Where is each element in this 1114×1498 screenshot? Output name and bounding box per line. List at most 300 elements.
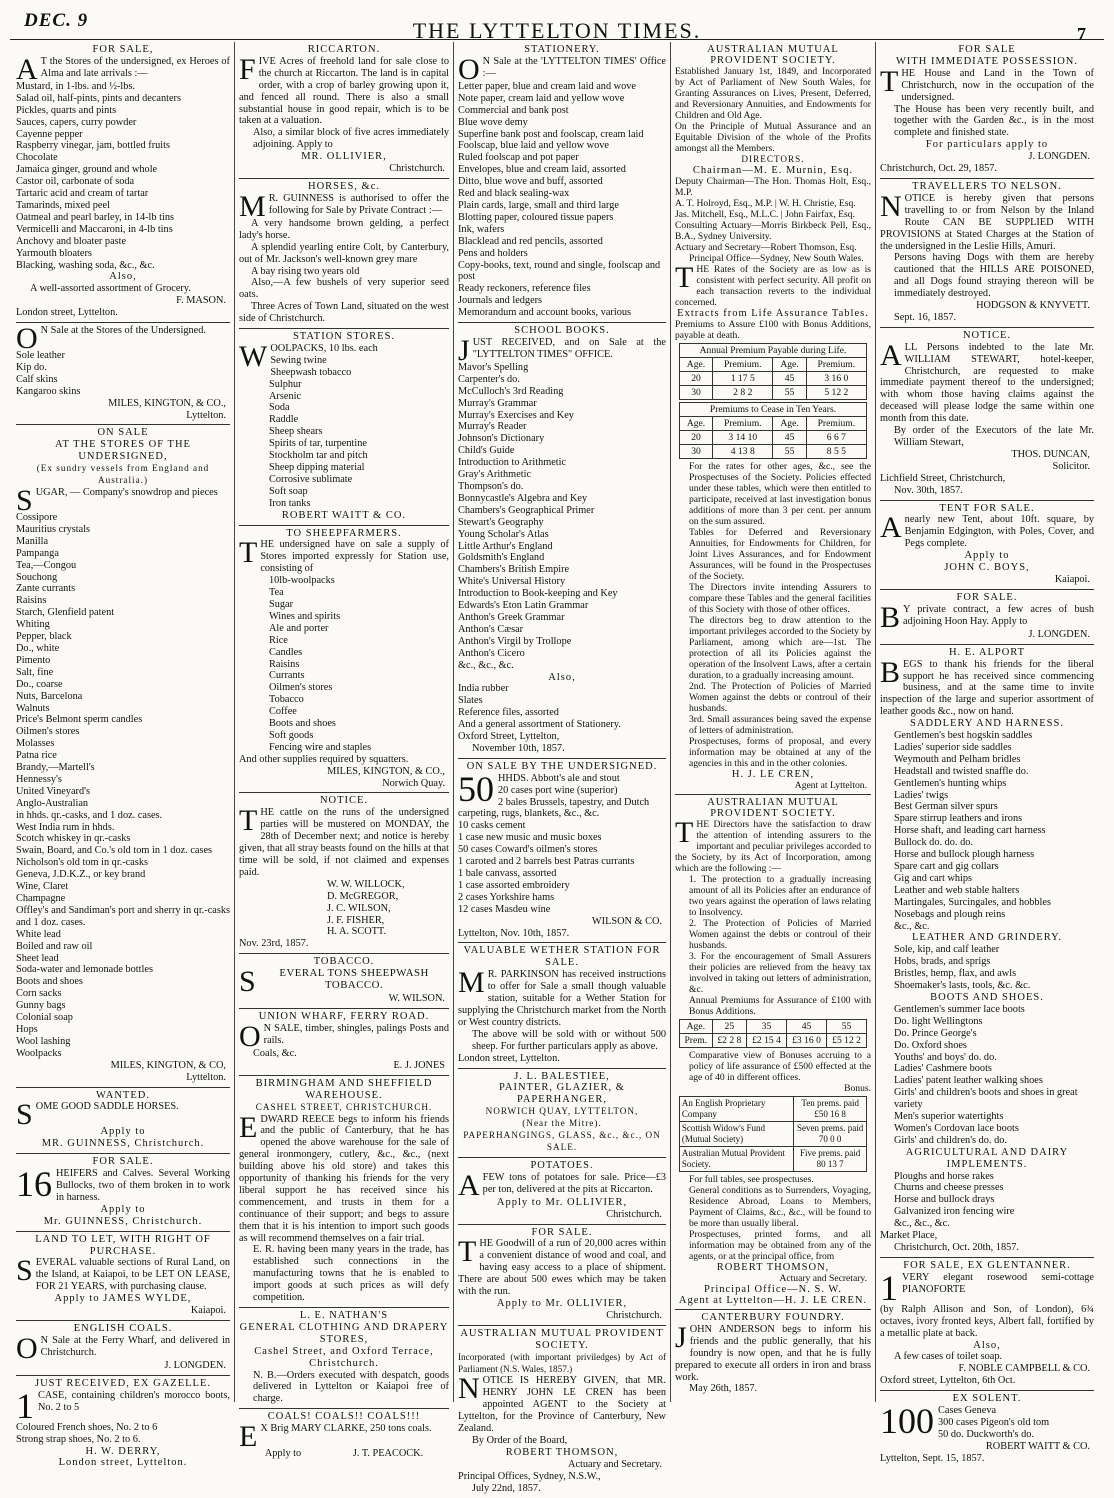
- section-heading: LEATHER AND GRINDERY.: [911, 932, 1063, 944]
- advert-date: Christchurch, Oct. 20th, 1857.: [894, 1242, 1019, 1253]
- drop-cap: S: [239, 965, 257, 999]
- advert-signature: Apply to Mr. OLLIVIER,: [496, 1298, 628, 1309]
- list-item: Woolpacks: [16, 1047, 62, 1059]
- drop-cap: T: [239, 804, 258, 838]
- list-item: Cayenne pepper: [16, 128, 83, 140]
- advert-signature: ROBERT WAITT & CO.: [281, 509, 407, 521]
- advert-body: R. PARKINSON has received instructions to offer for Sale a small though valuable station, suitable for a Wether Station for supplying the Christchurch market from the North or West country districts.: [458, 969, 666, 1028]
- list-item: Introduction to Arithmetic: [458, 457, 567, 469]
- advert-subheading: WITH IMMEDIATE POSSESSION.: [895, 55, 1079, 67]
- table-header: Premium.: [806, 417, 866, 431]
- advert-signature: JOHN C. BOYS,: [944, 562, 1030, 574]
- also-label: Also,: [548, 671, 576, 683]
- advert-body: Prospectuses, forms of proposal, and every information may be obtained at any of the agencies in this and in the other colonies.: [689, 736, 871, 769]
- advert-wether-station: [458, 943, 666, 1068]
- table-header: Age.: [679, 1020, 712, 1034]
- list-item: West India rum in hhds.: [16, 821, 115, 833]
- advert-signature: Mr. GUINNESS, Christchurch.: [43, 1215, 203, 1227]
- table-cell: 55: [773, 445, 806, 459]
- advert-tail: And a general assortment of Stationery.: [458, 719, 621, 731]
- table-row: [679, 372, 866, 386]
- advert-canterbury-foundry: [675, 1310, 871, 1398]
- advert-signature: MR. OLLIVIER,: [301, 151, 387, 163]
- bonus-table: [679, 1096, 867, 1172]
- list-item: Molasses: [16, 738, 55, 750]
- director-line: Actuary and Secretary—Robert Thomson, Esq.: [675, 242, 857, 253]
- list-item: Note paper, cream laid and yellow wove: [458, 92, 625, 104]
- advert-body: Also, a similar block of five acres immediately adjoining. Apply to: [253, 127, 449, 151]
- table-header: Age.: [773, 417, 806, 431]
- list-item: Chocolate: [16, 152, 58, 164]
- advert-signature: MILES, KINGTON, & CO,: [110, 1059, 226, 1071]
- list-item: Iron tanks: [269, 497, 311, 509]
- advert-address: Cashel Street, and Oxford Terrace, Christchurch.: [254, 1345, 434, 1369]
- list-item: Price's Belmont sperm candles: [16, 714, 143, 726]
- list-item: Salad oil, half-pints, pints and decanters: [16, 92, 181, 104]
- drop-number: 1: [16, 1385, 34, 1426]
- list-item: Do. Oxford shoes: [894, 1039, 967, 1051]
- table-cell: 20: [679, 431, 712, 445]
- advert-amps-privileges: [675, 795, 871, 1310]
- item-list: [880, 1004, 1094, 1147]
- list-item: Gentlemen's summer lace boots: [894, 1003, 1025, 1015]
- advert-heading: AUSTRALIAN MUTUAL PROVIDENT SOCIETY.: [707, 797, 839, 819]
- column-1: [14, 42, 232, 1469]
- list-item: Sugar: [269, 598, 294, 610]
- list-item: Ditto, blue wove and buff, assorted: [458, 176, 603, 188]
- list-item: Raisins: [269, 658, 300, 670]
- list-item: Mavor's Spelling: [458, 361, 529, 373]
- table-row: [679, 1034, 866, 1048]
- advert-english-coals: [16, 1321, 230, 1376]
- advert-signature: ROBERT THOMSON,: [505, 1446, 619, 1458]
- advert-heading: NOTICE.: [962, 329, 1012, 341]
- advert-order: By order of the Executors of the late Mr. William Stewart,: [894, 425, 1094, 448]
- list-item: Wine, Claret: [16, 881, 69, 893]
- table-cell: Scottish Widow's Fund (Mutual Society): [679, 1122, 793, 1147]
- advert-intro: UST RECEIVED, and on Sale at the "LYTTELTON TIMES" OFFICE.: [472, 336, 666, 360]
- list-item: Kip do.: [16, 361, 47, 373]
- director-line: Chairman—M. E. Murnin, Esq.: [692, 165, 854, 176]
- list-item: Foolscap, blue laid and yellow wove: [458, 140, 609, 152]
- advert-signature: E. J. JONES: [393, 1059, 445, 1071]
- advert-heading: HORSES, &c.: [308, 180, 380, 192]
- advert-date: May 26th, 1857.: [689, 1383, 758, 1395]
- table-header: Age.: [679, 417, 712, 431]
- list-item: Tamarinds, mixed peel: [16, 199, 110, 211]
- list-item: 10lb-woolpacks: [269, 575, 335, 587]
- advert-heading: J. L. BALESTIEE,: [514, 1070, 610, 1082]
- advert-date: November 10th, 1857.: [472, 742, 565, 754]
- table-title: Annual Premium Payable during Life.: [679, 344, 866, 358]
- list-item: Memorandum and account books, various: [458, 307, 632, 319]
- table-cell: Australian Mutual Provident Society.: [679, 1147, 793, 1172]
- table-cell: 30: [679, 386, 712, 400]
- advert-potatoes: [458, 1158, 666, 1225]
- drop-cap: O: [239, 1019, 261, 1053]
- list-item: H. A. SCOTT.: [327, 926, 387, 938]
- table-header: Age.: [773, 358, 806, 372]
- list-item: Ladies' Cashmere boots: [894, 1063, 992, 1075]
- list-item: Horse shaft, and leading cart harness: [894, 825, 1046, 837]
- advert-body: HE cattle on the runs of the undersigned parties will be mustered on MONDAY, the 28th of December next; and notice is hereby given, that all stray beasts found on the hills at that time will be sold, if not claimed and expenses paid.: [239, 807, 449, 878]
- advert-body: OME GOOD SADDLE HORSES.: [35, 1101, 179, 1113]
- advert-gazelle: [16, 1376, 230, 1473]
- list-item: United Vineyard's: [16, 785, 90, 797]
- list-item: Ale and porter: [269, 622, 329, 634]
- advert-riccarton: [239, 42, 449, 179]
- apply-label: Apply to: [100, 1126, 146, 1138]
- drop-cap: S: [16, 1254, 33, 1288]
- advert-stationery: [458, 42, 666, 323]
- advert-heading: FOR SALE.: [956, 591, 1018, 603]
- advert-station-stores: [239, 329, 449, 526]
- advert-heading: COALS! COALS!! COALS!!!: [267, 1411, 421, 1423]
- drop-cap: T: [239, 536, 258, 570]
- list-item: Copy-books, text, round and single, foolscap and post: [458, 259, 661, 283]
- advert-heading: ENGLISH COALS.: [73, 1323, 173, 1334]
- advert-body: HE Directors have the satisfaction to draw the attention of intending assurers to the important and peculiar privileges accorded to the Society, by its Act of Incorporation, among which are the following :—: [675, 819, 871, 874]
- list-item: 12 cases Masdeu wine: [458, 903, 551, 915]
- bonus-label: Bonus.: [844, 1083, 871, 1094]
- list-item: Carpenter's do.: [458, 373, 520, 385]
- advert-office: Principal Office—N. S. W.: [704, 1284, 842, 1295]
- list-item: Gig and cart whips: [894, 872, 973, 884]
- list-item: Child's Guide: [458, 445, 515, 457]
- list-item: Geneva, J.D.K.Z., or key brand: [16, 869, 146, 881]
- list-item: 2 cases Yorkshire hams: [458, 891, 555, 903]
- list-item: Sheepwash tobacco: [270, 366, 352, 378]
- drop-cap: N: [458, 1372, 480, 1406]
- advert-union-wharf: [239, 1009, 449, 1076]
- advert-signature: H. W. DERRY,: [85, 1445, 161, 1457]
- premium-table-ten-years: [679, 402, 867, 459]
- advert-agent: Agent at Lyttelton—H. J. LE CREN.: [678, 1295, 868, 1306]
- table-cell: 45: [773, 431, 806, 445]
- table-header: Age.: [679, 358, 712, 372]
- director-line: Principal Office—Sydney, New South Wales.: [689, 253, 864, 264]
- drop-number: 50: [458, 768, 494, 809]
- advert-mason-for-sale: [16, 42, 230, 323]
- advert-balestiee: [458, 1069, 666, 1158]
- advert-location: London street, Lyttelton.: [16, 307, 118, 319]
- table-header: Premium.: [713, 417, 773, 431]
- advert-location: Market Place,: [880, 1230, 938, 1242]
- list-item: Galvanized iron fencing wire: [894, 1206, 1015, 1218]
- table-cell: 20: [679, 372, 712, 386]
- newspaper-title: THE LYTTELTON TIMES.: [412, 18, 702, 43]
- advert-order: By Order of the Board,: [472, 1434, 568, 1446]
- list-item: A very handsome brown gelding, a perfect lady's horse.: [239, 217, 449, 241]
- list-item: Ladies' twigs: [894, 789, 949, 801]
- premium-table-life: [679, 343, 867, 400]
- list-item: Also,—A few bushels of very superior seed oats.: [239, 277, 449, 301]
- advert-note: Premiums to Assure £100 with Bonus Additions, payable at death.: [675, 319, 871, 341]
- advert-leather: [16, 323, 230, 425]
- advert-date: Christchurch, Oct. 29, 1857.: [880, 163, 997, 175]
- table-row: [679, 1122, 866, 1147]
- table-cell: 2 8 2: [713, 386, 773, 400]
- list-item: Souchong: [16, 571, 58, 583]
- advert-body: 2. The Protection of Policies of Married Women against the debts or controul of their husbands.: [689, 918, 871, 951]
- advert-body: Prospectuses, printed forms, and all information may be obtained from any of the agents, or at the principal office, from: [689, 1229, 871, 1262]
- list-item: Best German silver spurs: [894, 801, 998, 813]
- drop-cap: O: [16, 1331, 38, 1365]
- list-item: McCulloch's 3rd Reading: [458, 385, 564, 397]
- advert-date: Sept. 16, 1857.: [894, 311, 957, 323]
- list-item: Pimento: [16, 654, 51, 666]
- list-item: Bristles, hemp, flax, and awls: [894, 968, 1017, 980]
- advert-body: HE Goodwill of a run of 20,000 acres within a convenient distance of wood and coal, and having easy access to a place of shipment. There are about 500 ewes which may be taken with the run.: [458, 1238, 666, 1298]
- list-item: Do., coarse: [16, 678, 63, 690]
- list-item: Wines and spirits: [269, 610, 341, 622]
- list-item: Girls' and children's boots and shoes in great variety: [894, 1087, 1078, 1111]
- advert-heading: AUSTRALIAN MUTUAL PROVIDENT SOCIETY.: [460, 1327, 664, 1351]
- table-cell: 4 13 8: [713, 445, 773, 459]
- table-cell: 3 16 0: [806, 372, 866, 386]
- list-item: Chambers's British Empire: [458, 564, 570, 576]
- drop-cap: M: [239, 189, 266, 223]
- item-list: [880, 730, 1094, 932]
- list-item: Horse and bullock drays: [894, 1194, 995, 1206]
- item-list: [16, 1422, 230, 1446]
- list-item: Gunny bags: [16, 1000, 66, 1012]
- list-item: Ladies' superior side saddles: [894, 741, 1012, 753]
- advert-alport: [880, 645, 1094, 1258]
- list-item: Edwards's Eton Latin Grammar: [458, 600, 589, 612]
- item-list: [16, 350, 230, 398]
- list-item: Gray's Arithmetic: [458, 469, 532, 481]
- advert-location: Kaiapoi.: [1054, 573, 1090, 585]
- drop-cap: B: [880, 600, 901, 634]
- table-cell: Seven prems. paid 70 0 0: [794, 1122, 867, 1147]
- list-item: Stockholm tar and pitch: [269, 450, 368, 462]
- advert-travellers-nelson: [880, 179, 1094, 328]
- table-cell: Ten prems. paid £50 16 8: [794, 1097, 867, 1122]
- list-item: India rubber: [458, 683, 509, 695]
- advert-birmingham: [239, 1076, 449, 1308]
- advert-heading: STATION STORES.: [292, 331, 396, 343]
- column-3: [456, 42, 668, 1494]
- advert-body: N. B.—Orders executed with despatch, goods delivered in Lyttelton or Kaiapoi free of charge.: [253, 1369, 449, 1405]
- advert-subheading: GENERAL CLOTHING AND DRAPERY STORES,: [239, 1321, 449, 1345]
- advert-heading: STATIONERY.: [524, 44, 600, 55]
- list-item: Weymouth and Pelham bridles: [894, 753, 1021, 765]
- list-item: Ploughs and horse rakes: [894, 1170, 994, 1182]
- section-heading: BOOTS AND SHOES.: [930, 991, 1044, 1003]
- list-item: Yarmouth bloaters: [16, 247, 92, 259]
- list-item: Three Acres of Town Land, situated on the west side of Christchurch.: [239, 301, 449, 325]
- list-item: Anthon's Cicero: [458, 647, 525, 659]
- list-item: J. F. FISHER,: [327, 914, 385, 926]
- list-item: Pepper, black: [16, 631, 72, 643]
- advert-location: Christchurch.: [389, 163, 445, 175]
- advert-body: EVERAL valuable sections of Rural Land, on the Island, at Kaiapoi, to be LET ON LEASE, FOR 21 YEARS, with purchasing clause.: [35, 1257, 230, 1293]
- advert-heading: CANTERBURY FOUNDRY.: [701, 1312, 845, 1323]
- advert-heading: SCHOOL BOOKS.: [514, 325, 610, 337]
- signature-list: [239, 879, 449, 939]
- item-list: [458, 683, 666, 719]
- list-item: 2 bales Brussels, tapestry, and Dutch carpeting, rugs, blankets, &c., &c.: [458, 796, 650, 820]
- list-item: 1 case new music and music boxes: [458, 832, 602, 844]
- table-header: 35: [747, 1020, 787, 1034]
- table-header: Premium.: [806, 358, 866, 372]
- list-item: Sheep shears: [269, 426, 323, 438]
- list-item: Hennessy's: [16, 773, 62, 785]
- apply-label: Apply to: [264, 1448, 302, 1460]
- list-item: Spare cart and gig collars: [894, 861, 999, 872]
- advert-heading: JUST RECEIVED, EX GAZELLE.: [35, 1377, 211, 1389]
- table-cell: 3 14 10: [713, 431, 773, 445]
- advert-body: EVERAL TONS SHEEPWASH TOBACCO.: [279, 967, 429, 992]
- column-rule: [453, 42, 454, 1402]
- list-item: J. C. WILSON,: [327, 902, 391, 914]
- advert-note: Incorporated (with important priviledges) by Act of Parliament (N.S. Wales, 1857.): [458, 1351, 666, 1374]
- director-line: A. T. Holroyd, Esq., M.P. | W. H. Christie, Esq.: [675, 198, 856, 209]
- list-item: 20 cases port wine (superior): [498, 784, 618, 796]
- list-item: Oatmeal and pearl barley, in 14-lb tins: [16, 211, 175, 223]
- advert-notice-muster: [239, 793, 449, 954]
- table-cell: £2 15 4: [747, 1034, 787, 1048]
- advert-body: The above will be sold with or without 500 sheep. For further particulars apply as above.: [472, 1028, 666, 1052]
- advert-body: For full tables, see prospectuses.: [689, 1174, 814, 1185]
- advert-body: HE Rates of the Society are as low as is consistent with perfect security. All profit on each transaction reverts to the individual concerned.: [675, 264, 871, 308]
- advert-heading: RICCARTON.: [307, 44, 381, 55]
- list-item: 10 casks cement: [458, 820, 526, 832]
- list-item: Churns and cheese presses: [894, 1182, 1004, 1194]
- advert-tail: PAPERHANGINGS, GLASS, &c., &c., ON SALE.: [463, 1130, 661, 1152]
- list-item: Journals and ledgers: [458, 295, 543, 307]
- directors-heading: DIRECTORS.: [741, 154, 805, 164]
- list-item: Tobacco: [269, 694, 304, 706]
- list-item: Hops: [16, 1023, 38, 1035]
- table-header: Premium.: [713, 358, 773, 372]
- list-item: Superfine bank post and foolscap, cream laid: [458, 128, 644, 140]
- advert-signature: J. LONGDEN.: [164, 1359, 226, 1371]
- drop-cap: T: [675, 261, 694, 294]
- advert-signature: J. LONGDEN.: [1028, 151, 1090, 163]
- advert-goodwill-run: [458, 1225, 666, 1326]
- item-list: [239, 218, 449, 325]
- drop-number: 100: [880, 1401, 934, 1442]
- table-cell: 45: [773, 372, 806, 386]
- list-item: Sole, kip, and calf leather: [894, 944, 1000, 956]
- list-item: Spirits of tar, turpentine: [269, 438, 367, 450]
- list-item: Whiting: [16, 619, 50, 631]
- list-item: Thompson's do.: [458, 481, 524, 492]
- drop-cap: S: [16, 1098, 33, 1132]
- issue-date: DEC. 9: [24, 10, 89, 31]
- table-title: Premiums to Cease in Ten Years.: [679, 403, 866, 417]
- table-header: 55: [827, 1020, 867, 1034]
- table-cell: 8 5 5: [806, 445, 866, 459]
- column-5: [878, 42, 1096, 1464]
- list-item: Pens and holders: [458, 247, 528, 259]
- list-item: Brandy,—Martell's: [16, 762, 95, 774]
- advert-address: CASHEL STREET, CHRISTCHURCH.: [255, 1101, 433, 1112]
- advert-signature: HODGSON & KNYVETT.: [976, 300, 1090, 312]
- advert-body: 2nd. The Protection of Policies of Married Women against the debts or controul of their husbands.: [689, 681, 871, 714]
- advert-date: Nov. 23rd, 1857.: [239, 938, 309, 950]
- advert-wanted: [16, 1088, 230, 1155]
- list-item: Starch, Glenfield patent: [16, 607, 115, 619]
- table-cell: 5 12 2: [806, 386, 866, 400]
- list-item: Kangaroo skins: [16, 385, 81, 397]
- list-item: Bonnycastle's Algebra and Key: [458, 492, 588, 504]
- advert-role: Agent at Lyttelton.: [794, 780, 867, 791]
- advert-body: CASE, containing children's morocco boots, No. 2 to 5: [38, 1389, 230, 1413]
- list-item: 50 do. Duckworth's do.: [938, 1428, 1034, 1440]
- advert-intro: UGAR, — Company's snowdrop and pieces: [35, 487, 218, 498]
- list-item: Introduction to Book-keeping and Key: [458, 588, 618, 600]
- table-header: 45: [787, 1020, 827, 1034]
- drop-cap: W: [239, 339, 268, 373]
- list-item: Castor oil, carbonate of soda: [16, 176, 135, 188]
- advert-tent: [880, 501, 1094, 590]
- list-item: Women's Cordovan lace boots: [894, 1122, 1019, 1134]
- drop-cap: M: [458, 966, 485, 1000]
- advert-body: E. R. having been many years in the trade, has established such connections in the manufacturing towns that he is enabled to import goods at such prices as will defy competition.: [253, 1244, 449, 1304]
- list-item: Strong strap shoes, No. 2 to 6.: [16, 1433, 141, 1445]
- advert-address: NORWICH QUAY, LYTTELTON,: [485, 1106, 639, 1117]
- list-item: Raspberry vinegar, jam, bottled fruits: [16, 140, 171, 152]
- advert-body: N Sale at the Ferry Wharf, and delivered in Christchurch.: [40, 1334, 230, 1358]
- list-item: Soda-water and lemonade bottles: [16, 964, 153, 976]
- advert-heading: ON SALE BY THE UNDERSIGNED.: [466, 760, 658, 772]
- list-item: Murray's Grammar: [458, 397, 537, 409]
- advert-heading: FOR SALE: [958, 44, 1016, 55]
- table-cell: 1 17 5: [713, 372, 773, 386]
- list-item: Tartaric acid and cream of tartar: [16, 188, 149, 200]
- list-item: Commercial and bank post: [458, 104, 569, 116]
- premium-table-ages: [679, 1019, 867, 1048]
- list-item: Champagne: [16, 893, 66, 904]
- list-item: Coffee: [269, 706, 297, 718]
- advert-pianoforte: [880, 1258, 1094, 1391]
- advert-body: 3rd. Small assurances being saved the expense of letters of administration.: [689, 714, 871, 736]
- list-item: Do. Prince George's: [894, 1027, 977, 1039]
- table-row: [679, 431, 866, 445]
- advert-body: On the Principle of Mutual Assurance and an Equitable Division of the whole of the Profits amongst all the Members.: [675, 121, 871, 154]
- advert-intro: N Sale at the 'LYTTELTON TIMES' Office :—: [482, 55, 666, 79]
- advert-heading: UNION WHARF, FERRY ROAD.: [258, 1011, 430, 1023]
- advert-ex-solent: [880, 1391, 1094, 1467]
- advert-body: IVE Acres of freehold land for sale close to the church at Riccarton. The land is in capital order, with a crop of barley growing upon it, and fenced all round. There is also a small substantial house in good repair, which is to be taken at a valuation.: [239, 55, 449, 127]
- advert-heading: ON SALE: [97, 427, 149, 439]
- advert-location: Christchurch.: [606, 1309, 662, 1321]
- list-item: W. W. WILLOCK,: [327, 878, 405, 890]
- drop-cap: T: [675, 816, 694, 849]
- advert-tail: And other supplies required by squatters.: [239, 753, 409, 765]
- list-item: Blotting paper, coloured tissue papers: [458, 211, 614, 223]
- advert-date: Nov. 30th, 1857.: [894, 484, 963, 496]
- section-heading: SADDLERY AND HARNESS.: [910, 718, 1064, 730]
- list-item: Nicholson's old tom in qr.-casks: [16, 857, 148, 869]
- advert-location: Norwich Quay.: [382, 777, 445, 789]
- advert-signature: THOS. DUNCAN,: [1011, 448, 1090, 460]
- apply-label: For particulars apply to: [925, 139, 1049, 151]
- also-label: Also,: [109, 271, 137, 283]
- list-item: Nuts, Barcelona: [16, 690, 83, 702]
- list-item: Calf skins: [16, 373, 58, 385]
- table-cell: £5 12 2: [827, 1034, 867, 1048]
- list-item: Currants: [269, 670, 305, 682]
- list-item: Soda: [269, 402, 290, 414]
- list-item: Men's superior watertights: [894, 1111, 1004, 1123]
- table-cell: 6 6 7: [806, 431, 866, 445]
- list-item: Hobs, brads, and sprigs: [894, 956, 991, 968]
- list-item: Envelopes, blue and cream laid, assorted: [458, 164, 626, 176]
